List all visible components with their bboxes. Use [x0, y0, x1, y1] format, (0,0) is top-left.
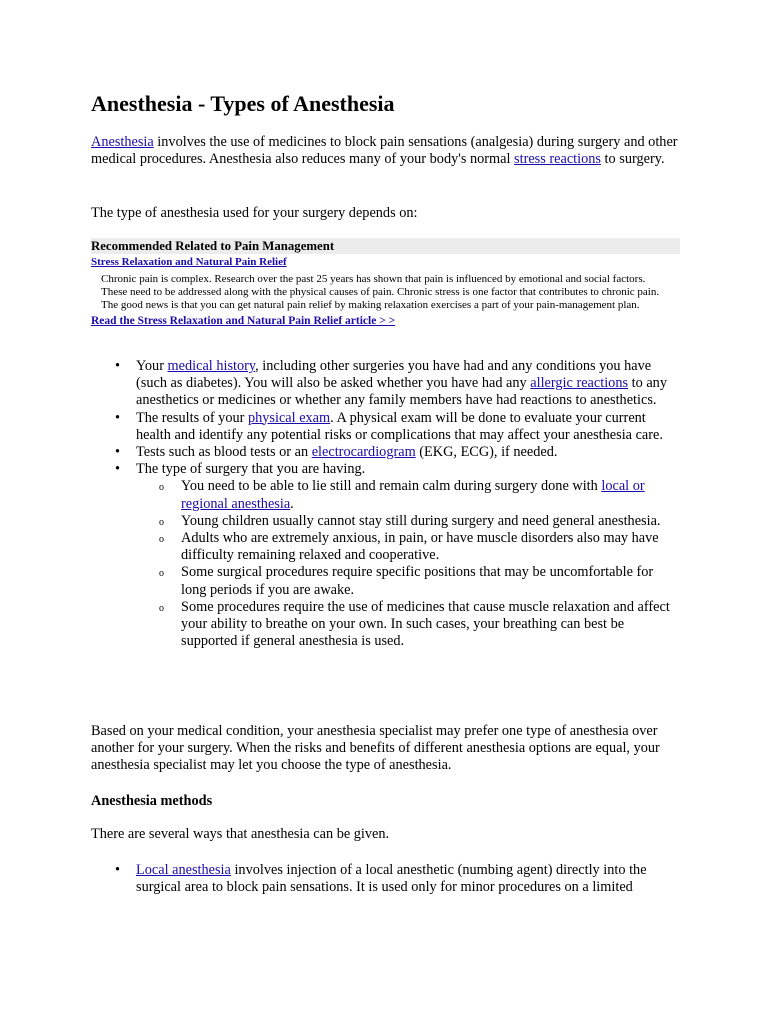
local-regional-anesthesia-link[interactable]: local or regional anesthesia — [181, 478, 645, 512]
depends-paragraph: The type of anesthesia used for your surgery depends on: — [91, 205, 418, 221]
stress-reactions-link[interactable]: stress reactions — [514, 151, 601, 168]
item-text: Young children usually cannot stay still during surgery and need general anesthesia. — [181, 512, 661, 529]
list-item — [91, 410, 681, 444]
item-text: The type of surgery that you are having. — [136, 461, 366, 478]
local-anesthesia-link[interactable]: Local anesthesia — [136, 862, 231, 878]
allergic-reactions-link[interactable]: allergic reactions — [530, 375, 629, 392]
ways-paragraph: There are several ways that anesthesia can be given. — [91, 826, 390, 842]
surgery-type-sublist — [136, 478, 681, 650]
methods-heading: Anesthesia methods — [91, 793, 213, 809]
item-text: involves injection of a local anesthetic (numbing agent) directly into the surgical area to block pain sensations. It is used only for minor procedures on a limited — [136, 862, 647, 896]
sublist-item — [136, 478, 681, 512]
sublist-item — [136, 599, 681, 651]
related-heading: Recommended Related to Pain Management — [91, 238, 680, 254]
medical-history-link[interactable]: medical history — [167, 358, 256, 374]
list-item — [91, 461, 681, 650]
item-text: (EKG, ECG), if needed. — [415, 444, 558, 461]
list-item — [91, 862, 681, 896]
item-text: Some surgical procedures require specific positions that may be uncomfortable for long periods if you are awake. — [181, 564, 654, 598]
bullet-icon: • — [115, 409, 121, 426]
item-text: to any anesthetics or medicines or whether any family members have had reactions to anesthetics. — [136, 375, 667, 409]
related-article-summary: Chronic pain is complex. Research over the past 25 years has shown that pain is influenced by emotional and social factors. These need to be addressed along with the physical causes of pain. Chronic stress is one factor that contributes to chronic pain. The good news is that you can get natural pain relief by making relaxation exercises a part of your pain-management plan. — [101, 273, 660, 311]
intro-paragraph — [91, 134, 681, 168]
sublist-item — [136, 530, 681, 564]
item-text: The results of your — [136, 409, 248, 426]
circle-bullet-icon: o — [159, 516, 164, 528]
related-article-box — [91, 238, 680, 328]
bullet-icon: • — [115, 358, 121, 374]
list-item — [91, 358, 681, 410]
read-more-link[interactable]: Read the Stress Relaxation and Natural Pain Relief article > > — [91, 315, 396, 327]
intro-text-1: involves the use of medicines to block pain sensations (analgesia) during surgery and other medical procedures. Anesthesia also reduces many of your body's normal — [91, 134, 678, 168]
item-text: You need to be able to lie still and remain calm during surgery done with — [181, 478, 602, 495]
circle-bullet-icon: o — [159, 534, 164, 546]
sublist-item — [136, 564, 681, 598]
item-text: . A physical exam will be done to evaluate your current health and identify any potential risks or complications that may affect your anesthesia care. — [136, 409, 663, 443]
based-paragraph: Based on your medical condition, your anesthesia specialist may prefer one type of anesthesia over another for your surgery. When the risks and benefits of different anesthesia options are equal, your anesthesia specialist may let you choose the type of anesthesia. — [91, 723, 660, 774]
circle-bullet-icon: o — [159, 482, 164, 494]
item-text: Some procedures require the use of medicines that cause muscle relaxation and affect your ability to breathe on your own. In such cases, your breathing can best be supported if general anesthesia is used. — [181, 598, 670, 650]
anesthesia-link[interactable]: Anesthesia — [91, 134, 154, 150]
sublist-item — [136, 513, 681, 530]
bullet-icon: • — [115, 862, 121, 878]
item-text: Adults who are extremely anxious, in pain, or have muscle disorders also may have difficulty remaining relaxed and cooperative. — [181, 530, 659, 564]
bullet-icon: • — [115, 461, 121, 478]
item-text: Tests such as blood tests or an — [136, 444, 312, 461]
item-text: . — [290, 495, 294, 512]
electrocardiogram-link[interactable]: electrocardiogram — [311, 444, 416, 461]
factors-list — [91, 358, 681, 650]
circle-bullet-icon: o — [159, 602, 164, 614]
bullet-icon: • — [115, 444, 121, 461]
item-text: Your — [136, 358, 168, 374]
circle-bullet-icon: o — [159, 568, 164, 580]
intro-text-2: to surgery. — [600, 151, 665, 168]
list-item — [91, 444, 681, 461]
page-title: Anesthesia - Types of Anesthesia — [91, 91, 395, 116]
related-article-link[interactable]: Stress Relaxation and Natural Pain Relief — [91, 256, 287, 268]
methods-list — [91, 862, 681, 896]
physical-exam-link[interactable]: physical exam — [247, 409, 331, 426]
item-text: , including other surgeries you have had and any conditions you have (such as diabetes). You will also be asked whether you have had any — [136, 358, 652, 392]
